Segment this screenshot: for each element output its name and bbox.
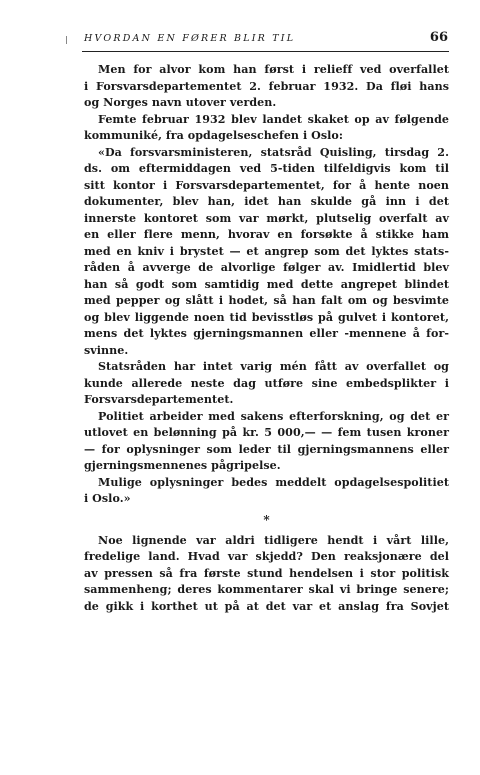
text-line: Statsråden har intet varig mén fått av overfallet og: [98, 360, 449, 373]
text-line: ds. om eftermiddagen ved 5-tiden tilfeldigvis kom til: [84, 162, 449, 175]
text-line: fredelige land. Hvad var skjedd? Den reaksjonære del: [84, 550, 449, 563]
text-block-before-separator: [84, 62, 449, 508]
page-number: 66: [429, 30, 448, 45]
running-head: [84, 30, 448, 50]
section-separator: *: [263, 512, 270, 527]
text-line: sitt kontor i Forsvarsdepartementet, for å hente noen: [84, 178, 449, 192]
text-line: Men for alvor kom han først i relieff ved overfallet: [98, 63, 449, 76]
text-line: råden å avverge de alvorlige følger av. Imidlertid blev: [84, 261, 449, 274]
text-line: utlovet en belønning på kr. 5 000,— — fem tusen kroner: [84, 426, 449, 439]
text-line: han så godt som samtidig med dette angrepet blindet: [84, 277, 449, 291]
text-line: og Norges navn utover verden.: [84, 96, 277, 109]
header-rule: [82, 51, 449, 52]
text-line: med en kniv i brystet — et angrep som det lyktes stats-: [84, 244, 449, 258]
text-line: med pepper og slått i hodet, så han falt om og besvimte: [84, 294, 449, 307]
text-line: Forsvarsdepartementet.: [84, 393, 234, 406]
text-line: kommuniké, fra opdagelseschefen i Oslo:: [84, 129, 344, 142]
text-line: Noe lignende var aldri tidligere hendt i vårt lille,: [98, 533, 449, 547]
text-line: dokumenter, blev han, idet han skulde gå inn i det: [84, 195, 449, 208]
text-line: gjerningsmennenes pågripelse.: [84, 459, 281, 472]
text-line: de gikk i korthet ut på at det var et anslag fra Sovjet: [84, 599, 449, 613]
text-line: Mulige oplysninger bedes meddelt opdagelsespolitiet: [98, 475, 449, 489]
text-line: sammenheng; deres kommentarer skal vi bringe senere;: [84, 583, 449, 596]
margin-mark: [66, 36, 67, 44]
text-block-after-separator: [84, 533, 449, 616]
text-line: — for oplysninger som leder til gjerningsmannens eller: [84, 442, 449, 456]
text-line: Politiet arbeider med sakens efterforskning, og det er: [98, 409, 449, 423]
text-line: og blev liggende noen tid bevisstløs på gulvet i kontoret,: [84, 310, 449, 324]
text-line: av pressen så fra første stund hendelsen i stor politisk: [84, 566, 449, 580]
body-text: [84, 62, 449, 615]
text-line: i Forsvarsdepartementet 2. februar 1932. Da fløi hans: [84, 79, 449, 93]
running-title: HVORDAN EN FØRER BLIR TIL: [84, 33, 296, 44]
text-line: en eller flere menn, hvorav en forsøkte å stikke ham: [84, 228, 449, 241]
text-line: mens det lyktes gjerningsmannen eller -mennene å for-: [84, 327, 449, 340]
text-line: innerste kontoret som var mørkt, plutselig overfalt av: [84, 211, 449, 225]
text-line: «Da forsvarsministeren, statsråd Quisling, tirsdag 2.: [98, 145, 449, 159]
text-line: Femte februar 1932 blev landet skaket op av følgende: [98, 112, 449, 126]
text-line: kunde allerede neste dag utføre sine embedsplikter i: [84, 376, 449, 390]
text-line: i Oslo.»: [84, 492, 131, 505]
text-line: svinne.: [84, 343, 129, 357]
